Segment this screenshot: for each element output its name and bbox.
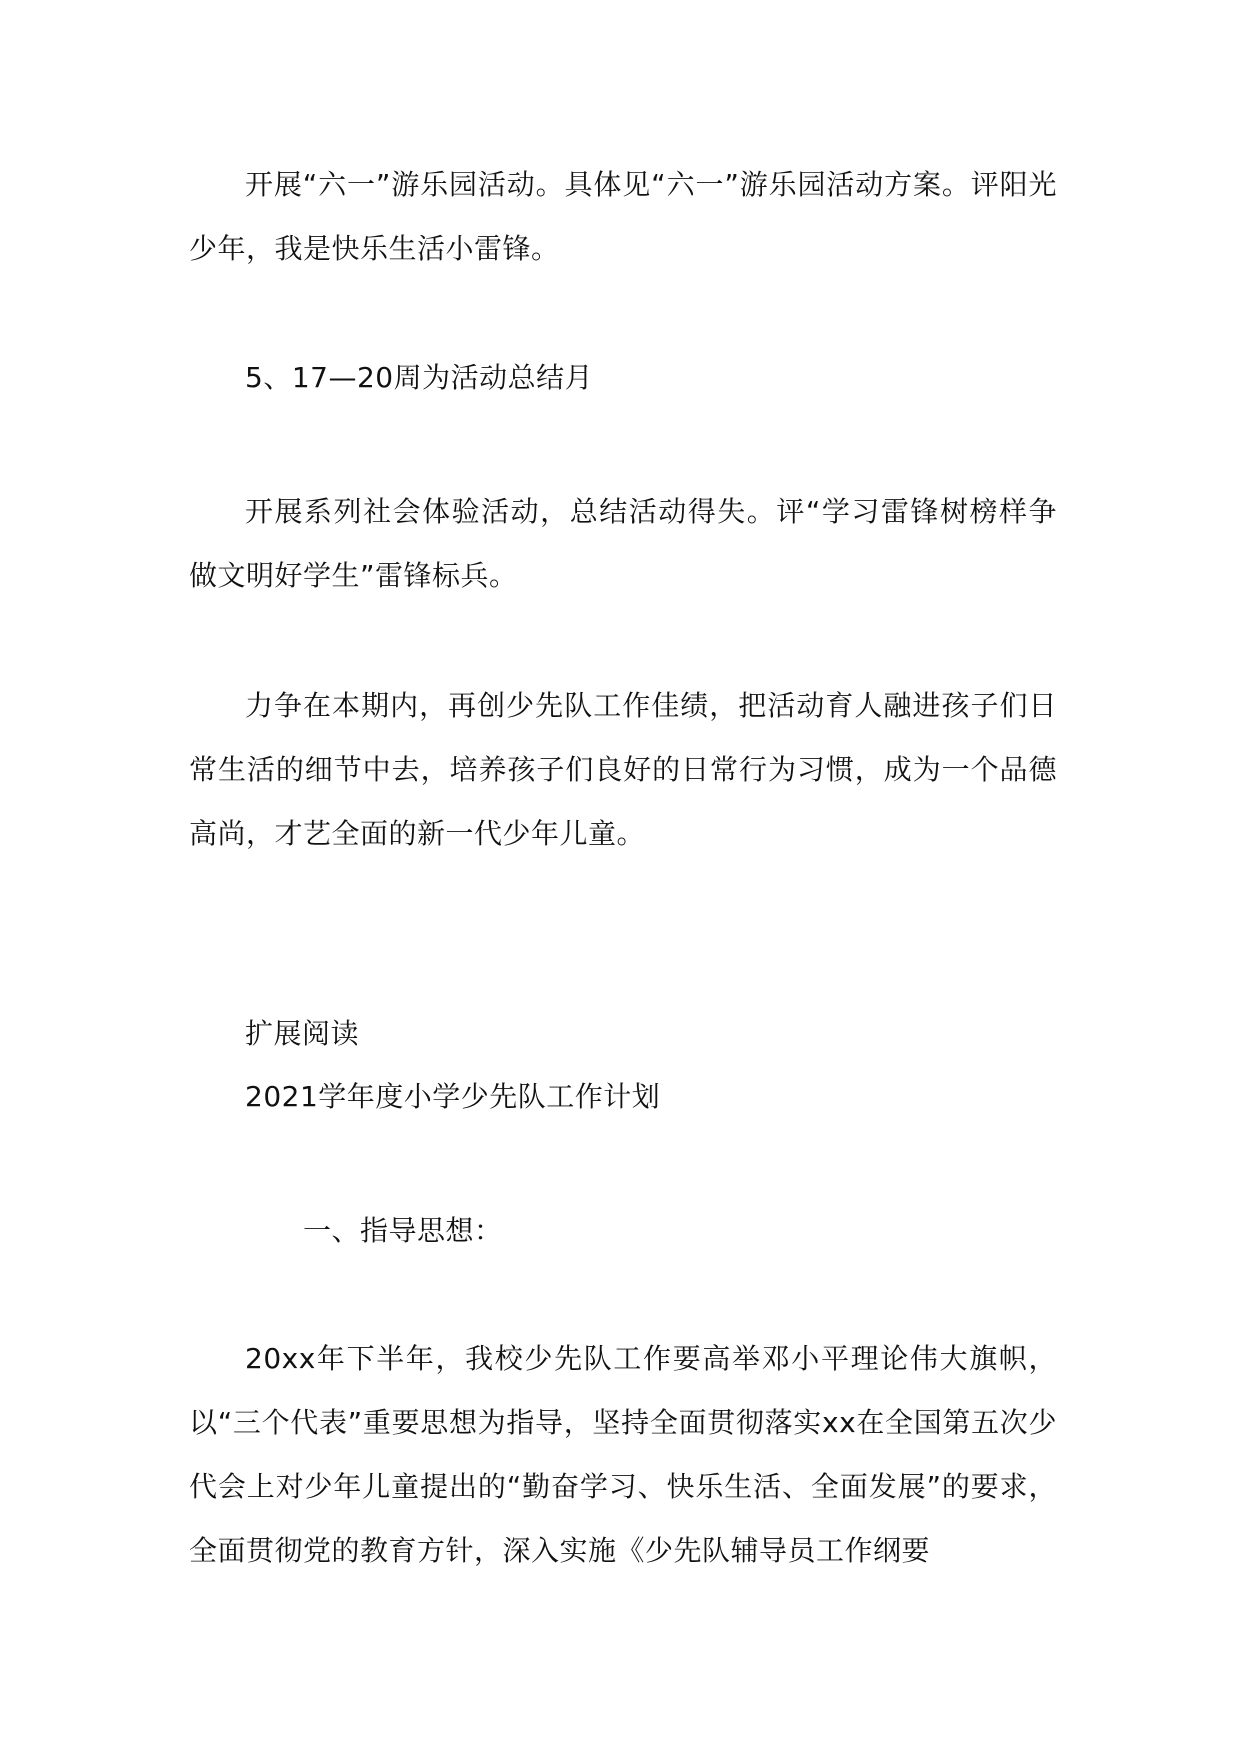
paragraph-liuyi-activity: 开展“六一”游乐园活动。具体见“六一”游乐园活动方案。评阳光少年，我是快乐生活小雷锋。 xyxy=(189,168,1057,265)
section-heading-guiding-thought: 一、指导思想： xyxy=(303,1214,503,1247)
paragraph-summary-month: 5、17—20周为活动总结月 xyxy=(245,361,594,394)
paragraph-social-experience: 开展系列社会体验活动，总结活动得失。评“学习雷锋树榜样争做文明好学生”雷锋标兵。 xyxy=(189,495,1057,592)
extended-reading-label: 扩展阅读 xyxy=(245,1017,360,1050)
paragraph-guiding-thought: 20xx年下半年，我校少先队工作要高举邓小平理论伟大旗帜，以“三个代表”重要思想为指导，坚持全面贯彻落实xx在全国第五次少代会上对少年儿童提出的“勤奋学习、快乐生活、全面发展”的要求，全面贯彻党的教育方针，深入实施《少先队辅导员工作纲要 xyxy=(189,1342,1057,1567)
paragraph-goal: 力争在本期内，再创少先队工作佳绩，把活动育人融进孩子们日常生活的细节中去，培养孩子们良好的日常行为习惯，成为一个品德高尚，才艺全面的新一代少年儿童。 xyxy=(189,689,1057,850)
extended-reading-title: 2021学年度小学少先队工作计划 xyxy=(245,1080,661,1113)
